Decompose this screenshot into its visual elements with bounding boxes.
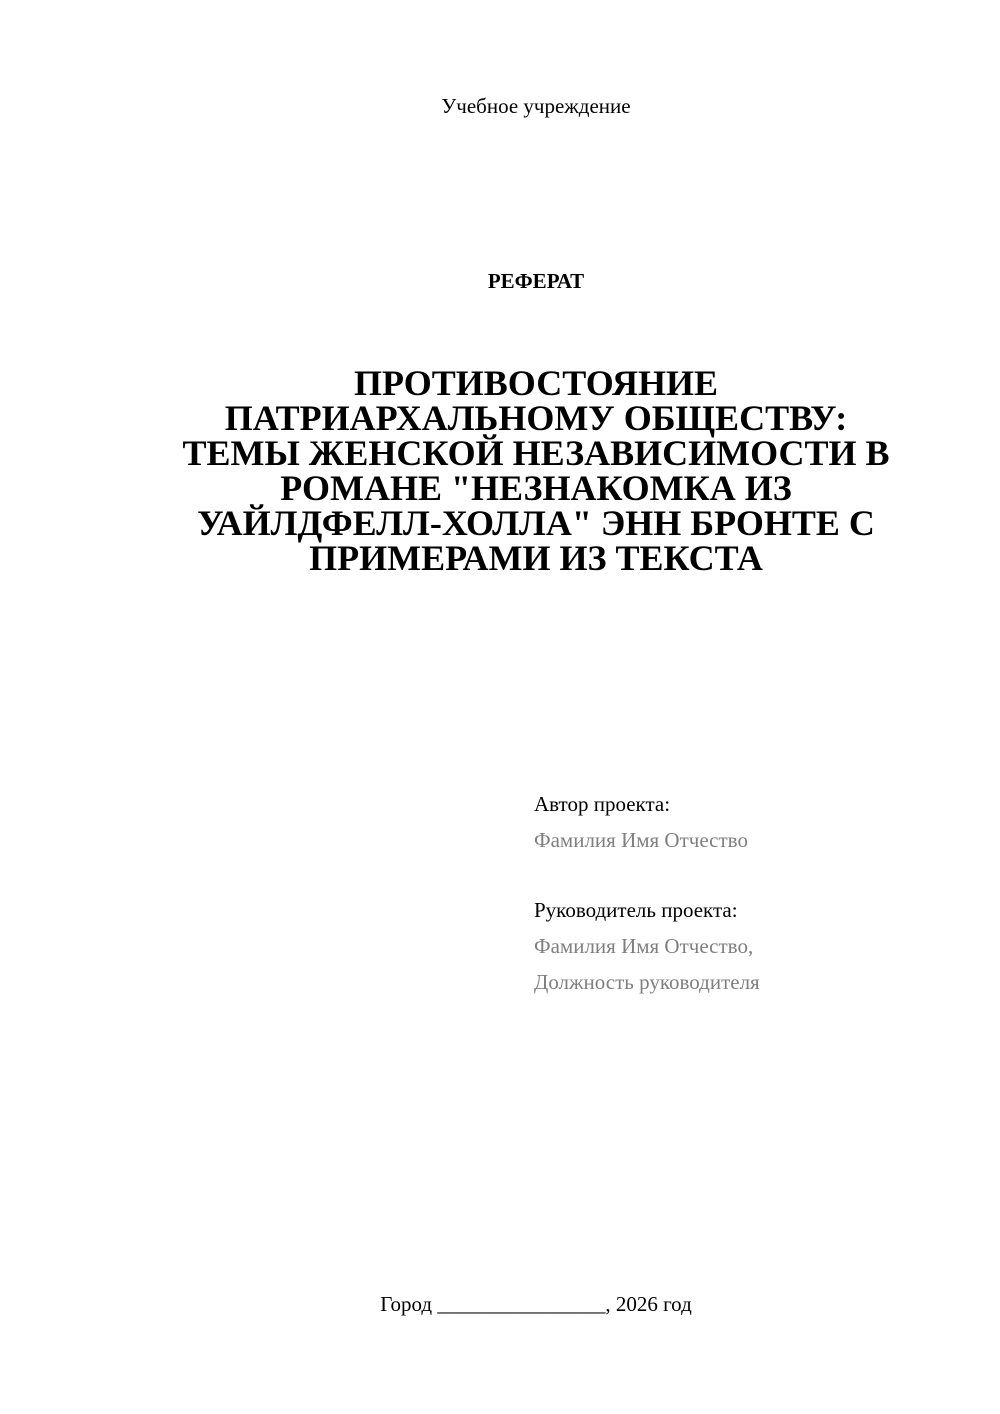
author-block [534, 786, 748, 858]
title-line: РОМАНЕ "НЕЗНАКОМКА ИЗ [280, 468, 792, 508]
title-line: ПАТРИАРХАЛЬНОМУ ОБЩЕСТВУ: [224, 398, 848, 438]
city-year-footer: Город ________________, 2026 год [380, 1292, 692, 1316]
author-label: Автор проекта: [534, 792, 671, 816]
document-title [120, 363, 952, 578]
institution-name: Учебное учреждение [441, 94, 631, 118]
supervisor-position: Должность руководителя [534, 970, 760, 994]
title-line: ПРИМЕРАМИ ИЗ ТЕКСТА [309, 538, 763, 578]
title-line: ПРОТИВОСТОЯНИЕ [353, 363, 718, 403]
title-line: ТЕМЫ ЖЕНСКОЙ НЕЗАВИСИМОСТИ В [182, 433, 890, 473]
supervisor-name: Фамилия Имя Отчество, [534, 934, 754, 958]
supervisor-block [534, 892, 760, 1000]
title-line: УАЙЛДФЕЛЛ-ХОЛЛА" ЭНН БРОНТЕ С [197, 503, 875, 543]
document-type: РЕФЕРАТ [487, 269, 585, 293]
supervisor-label: Руководитель проекта: [534, 898, 738, 922]
author-name: Фамилия Имя Отчество [534, 828, 748, 852]
